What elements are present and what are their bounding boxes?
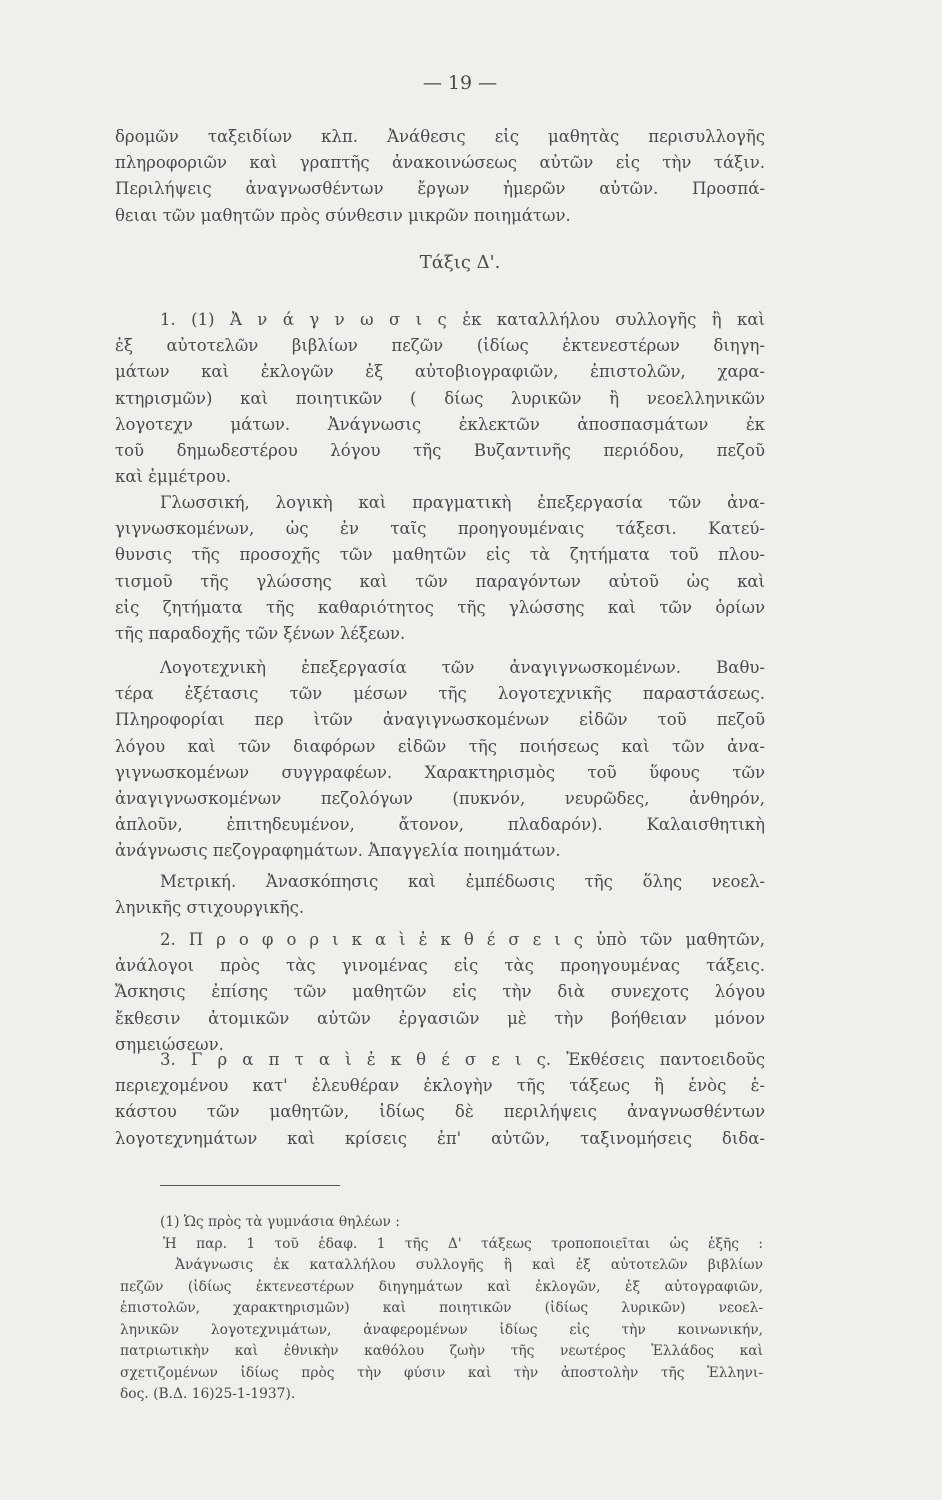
footnote-line: ληνικῶν λογοτεχνιμάτων, ἀναφερομένων ἰδίως εἰς τὴν κοινωνικήν, xyxy=(120,1321,763,1338)
text-line: μάτων καὶ ἐκλογῶν ἐξ αὐτοβιογραφιῶν, ἐπιστολῶν, χαρα- xyxy=(115,362,765,382)
text-line: λογοτεχν μάτων. Ἀνάγνωσις ἐκλεκτῶν ἀποσπασμάτων ἐκ xyxy=(115,414,765,434)
footnote-line: (1) Ὡς πρὸς τὰ γυμνάσια θηλέων : xyxy=(160,1214,400,1230)
text-line: ἀνάγνωσις πεζογραφημάτων. Ἀπαγγελία ποιημάτων. xyxy=(115,841,561,861)
text-line: σημειώσεων. xyxy=(115,1034,224,1054)
text-line: τῆς παραδοχῆς τῶν ξένων λέξεων. xyxy=(115,624,406,643)
text-line: λόγου καὶ τῶν διαφόρων εἰδῶν τῆς ποιήσεως καὶ τῶν ἀνα- xyxy=(115,736,765,756)
text-line: θειαι τῶν μαθητῶν πρὸς σύνθεσιν μικρῶν ποιημάτων. xyxy=(115,205,571,225)
footnote-line: πεζῶν (ἰδίως ἐκτενεστέρων διηγημάτων καὶ ἐκλογῶν, ἐξ αὐτογραφιῶν, xyxy=(120,1278,763,1295)
footnote-line: ἐπιστολῶν, χαρακτηρισμῶν) καὶ ποιητικῶν (ἰδίως λυρικῶν) νεοελ- xyxy=(120,1300,763,1316)
text-line: Περιλήψεις ἀναγνωσθέντων ἔργων ἡμερῶν αὐτῶν. Προσπά- xyxy=(115,179,765,199)
text-line: καὶ ἐμμέτρου. xyxy=(115,467,232,487)
section-heading: Τάξις Δ'. xyxy=(419,252,501,273)
text-line: Πληροφορίαι περ ὶτῶν ἀναγιγνωσκομένων εἰδῶν τοῦ πεζοῦ xyxy=(115,710,765,730)
text-line: 2. Π ρ ο φ ο ρ ι κ α ὶ ἐ κ θ έ σ ε ι ς ὑπὸ τῶν μαθητῶν, xyxy=(160,930,765,949)
text-line: Μετρική. Ἀνασκόπησις καὶ ἐμπέδωσις τῆς ὅλης νεοελ- xyxy=(160,872,765,891)
footnote-line: σχετιζομένων ἰδίως πρὸς τὴν φύσιν καὶ τὴν ἀποστολὴν τῆς Ἑλληνι- xyxy=(120,1364,763,1381)
text-line: δρομῶν ταξειδίων κλπ. Ἀνάθεσις εἰς μαθητὰς περισυλλογῆς xyxy=(115,127,765,146)
footnote-line: πατριωτικὴν καὶ ἐθνικὴν καθόλου ζωὴν τῆς νεωτέρος Ἑλλάδος καὶ xyxy=(120,1343,763,1359)
footnote-line: Ἀνάγνωσις ἐκ καταλλήλου συλλογῆς ἢ καὶ ἐξ αὐτοτελῶν βιβλίων xyxy=(175,1257,763,1273)
footnote-line: δος. (Β.Δ. 16)25-1-1937). xyxy=(120,1386,296,1402)
text-line: ἔκθεσιν ἀτομικῶν αὐτῶν ἐργασιῶν μὲ τὴν βοήθειαν μόνον xyxy=(115,1008,765,1028)
text-line: γιγνωσκομένων, ὡς ἐν ταῖς προηγουμέναις τάξεσι. Κατεύ- xyxy=(115,519,765,539)
text-line: εἰς ζητήματα τῆς καθαριότητος τῆς γλώσσης καὶ τῶν ὁρίων xyxy=(115,597,765,617)
text-line: Λογοτεχνικὴ ἐπεξεργασία τῶν ἀναγιγνωσκομένων. Βαθυ- xyxy=(160,658,765,677)
text-line: Γλωσσική, λογικὴ καὶ πραγματικὴ ἐπεξεργασία τῶν ἀνα- xyxy=(160,493,765,512)
footnote-line: Ἡ παρ. 1 τοῦ ἐδαφ. 1 τῆς Δ' τάξεως τροποποιεῖται ὡς ἑξῆς : xyxy=(163,1235,763,1252)
text-line: κτηρισμῶν) καὶ ποιητικῶν ( δίως λυρικῶν ἢ νεοελληνικῶν xyxy=(115,388,765,408)
text-line: πληροφοριῶν καὶ γραπτῆς ἀνακοινώσεως αὐτῶν εἰς τὴν τάξιν. xyxy=(115,153,765,173)
text-line: Ἄσκησις ἐπίσης τῶν μαθητῶν εἰς τὴν διὰ συνεχοτς λόγου xyxy=(115,982,765,1002)
text-line: λογοτεχνημάτων καὶ κρίσεις ἐπ' αὐτῶν, ταξινομήσεις διδα- xyxy=(115,1128,765,1148)
text-line: γιγνωσκομένων συγγραφέων. Χαρακτηρισμὸς τοῦ ὕφους τῶν xyxy=(115,762,765,782)
text-line: τέρα ἐξέτασις τῶν μέσων τῆς λογοτεχνικῆς παραστάσεως. xyxy=(115,684,765,704)
text-line: κάστου τῶν μαθητῶν, ἰδίως δὲ περιλήψεις ἀναγνωσθέντων xyxy=(115,1102,765,1122)
text-line: θυνσις τῆς προσοχῆς τῶν μαθητῶν εἰς τὰ ζητήματα τοῦ πλου- xyxy=(115,545,765,565)
text-line: ληνικῆς στιχουργικῆς. xyxy=(115,898,305,918)
text-line: ἐξ αὐτοτελῶν βιβλίων πεζῶν (ἰδίως ἐκτενεστέρων διηγη- xyxy=(115,336,765,356)
text-line: ἁπλοῦν, ἐπιτηδευμένον, ἄτονον, πλαδαρόν). Καλαισθητικὴ xyxy=(115,815,765,835)
text-line: τισμοῦ τῆς γλώσσης καὶ τῶν παραγόντων αὐτοῦ ὡς καὶ xyxy=(115,571,765,591)
page-number: — 19 — xyxy=(422,72,498,94)
text-line: 3. Γ ρ α π τ α ὶ ἐ κ θ έ σ ε ι ς. Ἐκθέσεις παντοειδοῦς xyxy=(160,1050,765,1069)
text-line: ἀναγιγνωσκομένων πεζολόγων (πυκνόν, νευρῶδες, ἀνθηρόν, xyxy=(115,789,765,808)
text-line: περιεχομένου κατ' ἐλευθέραν ἐκλογὴν τῆς τάξεως ἢ ἑνὸς ἑ- xyxy=(115,1076,765,1096)
text-line: τοῦ δημωδεστέρου λόγου τῆς Βυζαντινῆς περιόδου, πεζοῦ xyxy=(115,441,765,460)
footnote-divider xyxy=(160,1185,340,1186)
text-line: ἀνάλογοι πρὸς τὰς γινομένας εἰς τὰς προηγουμένας τάξεις. xyxy=(115,956,765,976)
text-line: 1. (1) Ἀ ν ά γ ν ω σ ι ς ἐκ καταλλήλου συλλογῆς ἢ καὶ xyxy=(160,310,765,329)
